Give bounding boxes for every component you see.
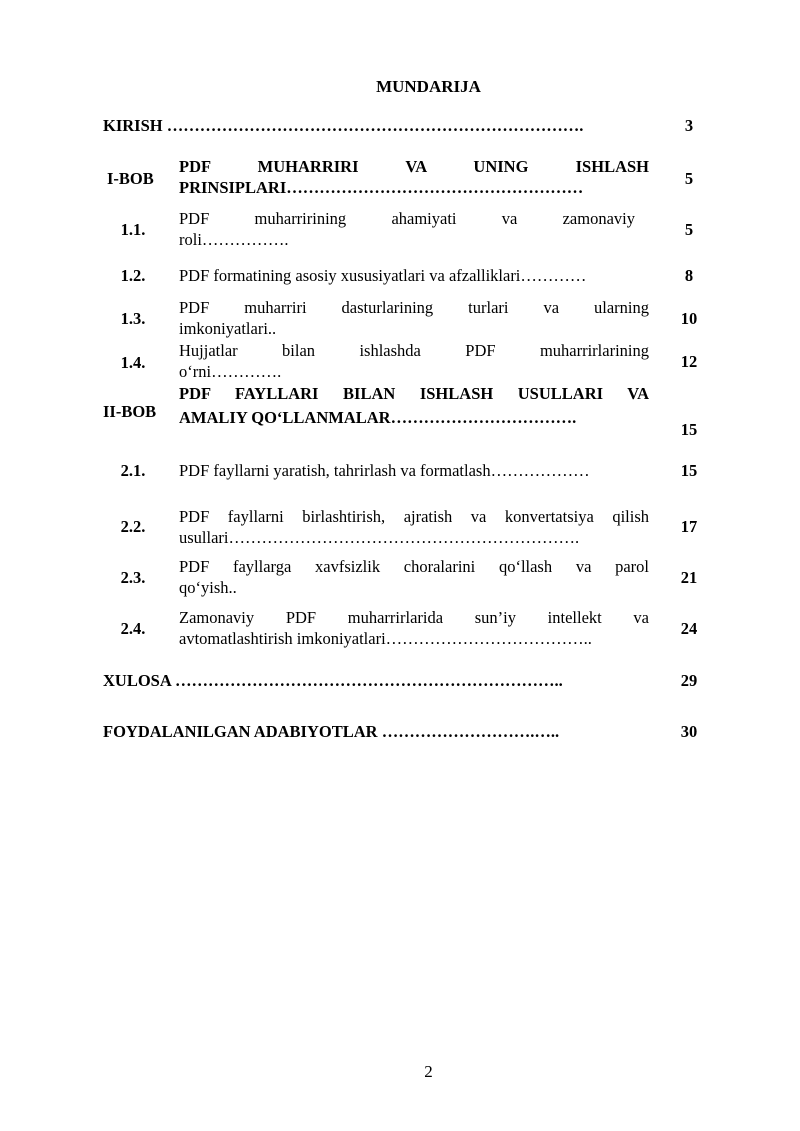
section-number: 2.1. [120, 461, 146, 480]
section-number: 2.4. [120, 619, 146, 638]
toc-page-number: 12 [680, 352, 698, 371]
toc-page-number: 3 [684, 116, 694, 135]
toc-page-number: 17 [680, 517, 698, 536]
toc-entry-line: PDF FAYLLARI BILAN ISHLASH USULLARI VA [179, 384, 649, 403]
section-number: 1.1. [120, 220, 146, 239]
toc-entry-line: Zamonaviy PDF muharrirlarida sun’iy intellekt va [179, 608, 649, 627]
toc-entry-line: avtomatlashtirish imkoniyatlari……………………………….. [179, 629, 592, 648]
toc-entry-line: o‘rni…………. [179, 362, 282, 381]
toc-entry-line: AMALIY QO‘LLANMALAR……………………………. [179, 408, 577, 427]
toc-entry-line: Hujjatlar bilan ishlashda PDF muharrirlarining [179, 341, 649, 360]
toc-entry-text: XULOSA …………………………………………………………….. [103, 671, 563, 690]
toc-page-number: 10 [680, 309, 698, 328]
toc-entry-line: PDF fayllarga xavfsizlik choralarini qo‘llash va parol [179, 557, 649, 576]
toc-entry-line: PRINSIPLARI……………………………………………… [179, 178, 584, 197]
toc-page-number: 15 [680, 461, 698, 480]
toc-entry-line: PDF MUHARRIRI VA UNING ISHLASH [179, 157, 649, 176]
toc-entry-line: PDF formatining asosiy xususiyatlari va afzalliklari………… [179, 266, 587, 285]
toc-entry-line: PDF muharririning ahamiyati va zamonaviy [179, 209, 635, 228]
toc-page-number: 15 [680, 420, 698, 439]
toc-entry-line: PDF fayllarni birlashtirish, ajratish va konvertatsiya qilish [179, 507, 649, 526]
toc-page-number: 29 [680, 671, 698, 690]
toc-page-number: 30 [680, 722, 698, 741]
toc-page-number: 24 [680, 619, 698, 638]
toc-page-number: 21 [680, 568, 698, 587]
page-title: MUNDARIJA [376, 77, 481, 96]
section-number: 1.3. [120, 309, 146, 328]
toc-entry-line: imkoniyatlari.. [179, 319, 277, 338]
toc-entry-text: KIRISH …………………………………………………………………. [103, 116, 584, 135]
page-number: 2 [424, 1062, 433, 1081]
section-number: 1.2. [120, 266, 146, 285]
toc-entry-line: usullari………………………………………………………. [179, 528, 580, 547]
toc-page-number: 8 [684, 266, 694, 285]
toc-entry-line: PDF fayllarni yaratish, tahrirlash va formatlash……………… [179, 461, 590, 480]
toc-entry-line: roli……………. [179, 230, 289, 249]
toc-entry-line: PDF muharriri dasturlarining turlari va ularning [179, 298, 649, 317]
section-number: 1.4. [120, 353, 146, 372]
chapter-label: II-BOB [103, 402, 157, 421]
section-number: 2.3. [120, 568, 146, 587]
toc-page-number: 5 [684, 169, 694, 188]
section-number: 2.2. [120, 517, 146, 536]
toc-entry-text: FOYDALANILGAN ADABIYOTLAR ……………………….….. [103, 722, 560, 741]
toc-page-number: 5 [684, 220, 694, 239]
chapter-label: I-BOB [107, 169, 154, 188]
toc-entry-line: qo‘yish.. [179, 578, 237, 597]
